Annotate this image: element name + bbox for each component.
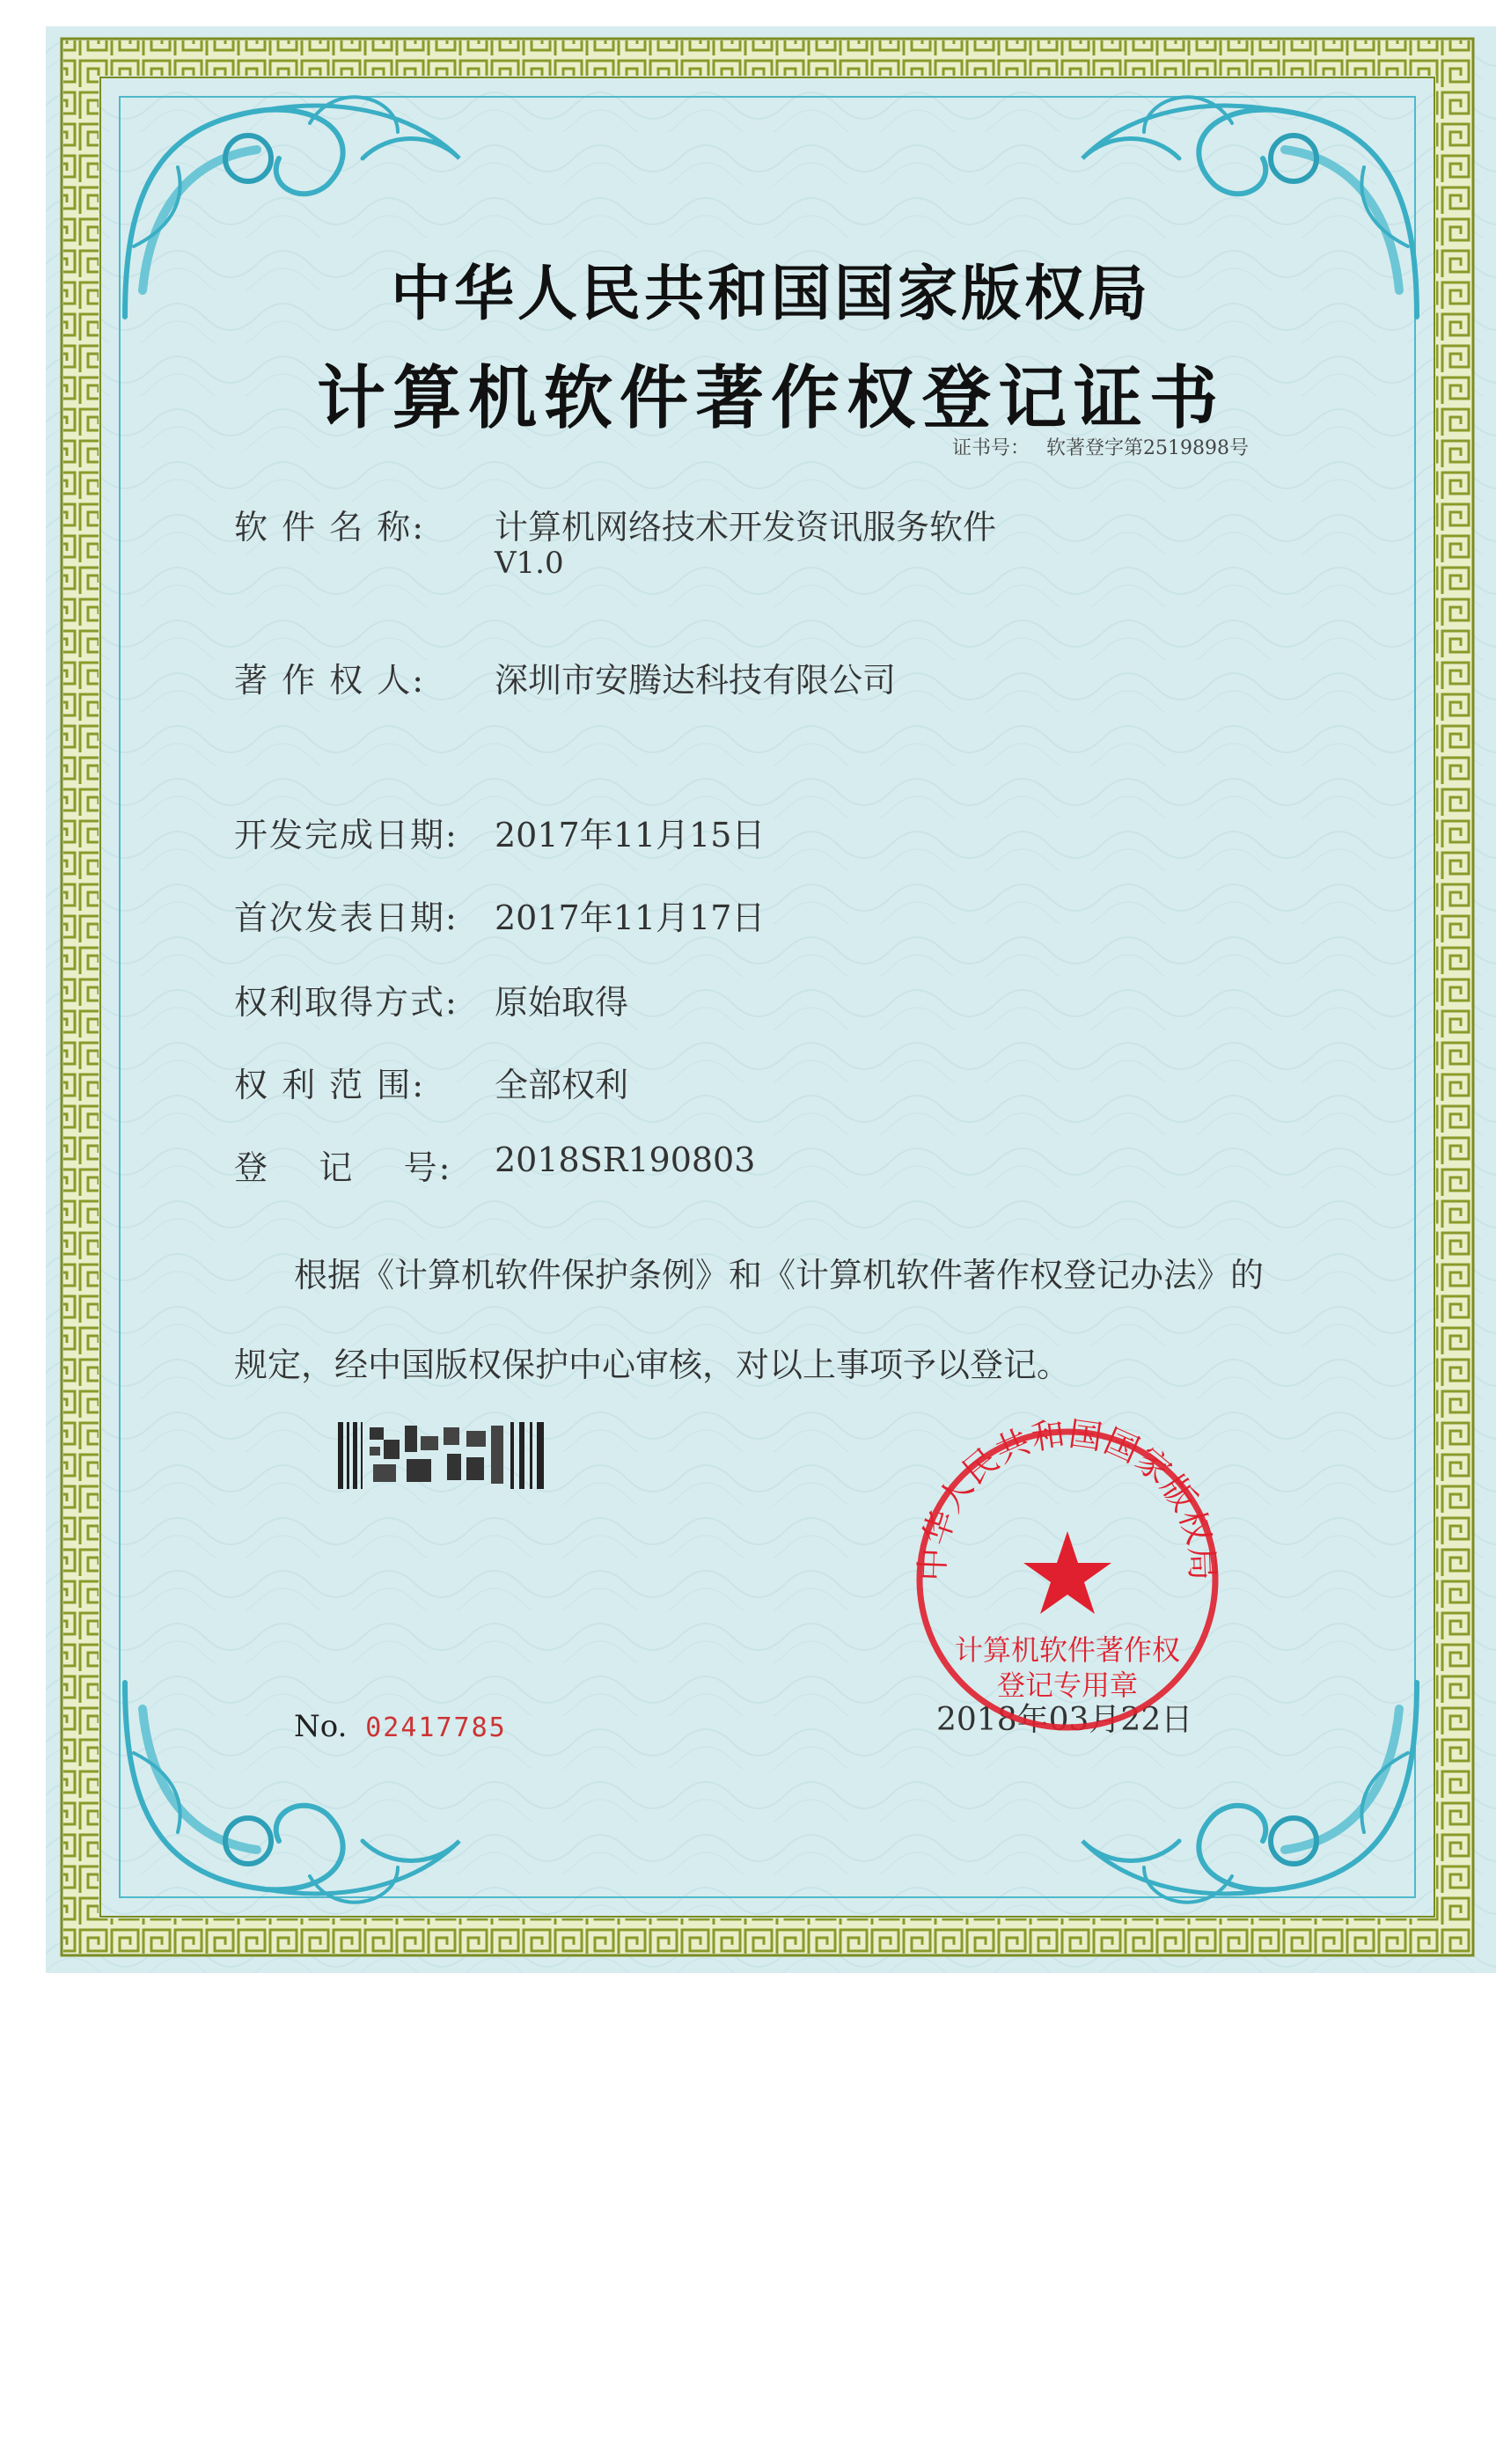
- certificate-title: 计算机软件著作权登记证书: [316, 358, 1225, 438]
- field-label-acquisition: 权利取得方式:: [234, 983, 458, 1022]
- seal-inner-line-1: 计算机软件著作权: [954, 1633, 1181, 1667]
- cert-number: [952, 433, 1249, 460]
- statement-line-2: 规定，经中国版权保护中心审核，对以上事项予以登记。: [234, 1346, 1071, 1384]
- serial-value: 02417785: [365, 1712, 507, 1743]
- star-icon: [1023, 1531, 1111, 1614]
- field-value-software-version: V1.0: [495, 546, 564, 581]
- seal-outer-text: 中华人民共和国国家版权局: [913, 1417, 1222, 1582]
- field-value-scope: 全部权利: [495, 1066, 629, 1104]
- cert-number-value: 软著登字第2519898号: [1046, 437, 1249, 459]
- serial-number: [294, 1709, 507, 1744]
- serial-label: No.: [294, 1709, 348, 1744]
- field-label-software-name: 软 件 名 称:: [234, 508, 426, 546]
- field-value-dev-date: 2017年11月15日: [495, 816, 766, 854]
- cert-number-label: 证书号：: [952, 437, 1030, 459]
- issuer-heading: 中华人民共和国国家版权局: [390, 259, 1151, 329]
- field-value-reg-no: 2018SR190803: [495, 1140, 756, 1179]
- field-label-dev-date: 开发完成日期:: [234, 816, 458, 854]
- field-value-acquisition: 原始取得: [495, 983, 629, 1022]
- certificate: [46, 26, 1496, 1973]
- seal-inner-line-2: 登记专用章: [996, 1668, 1139, 1702]
- issue-date: 2018年03月22日: [936, 1702, 1193, 1738]
- barcode: [338, 1422, 549, 1489]
- official-seal: [905, 1417, 1230, 1742]
- field-label-publish-date: 首次发表日期:: [234, 898, 458, 937]
- field-value-publish-date: 2017年11月17日: [495, 898, 766, 937]
- field-value-software-name: 计算机网络技术开发资讯服务软件: [495, 508, 997, 546]
- field-value-owner: 深圳市安腾达科技有限公司: [495, 661, 897, 700]
- field-label-reg-no: 登 记 号:: [234, 1148, 452, 1187]
- field-label-owner: 著 作 权 人:: [234, 661, 426, 700]
- statement-line-1: 根据《计算机软件保护条例》和《计算机软件著作权登记办法》的: [294, 1256, 1265, 1294]
- field-label-scope: 权 利 范 围:: [234, 1066, 426, 1104]
